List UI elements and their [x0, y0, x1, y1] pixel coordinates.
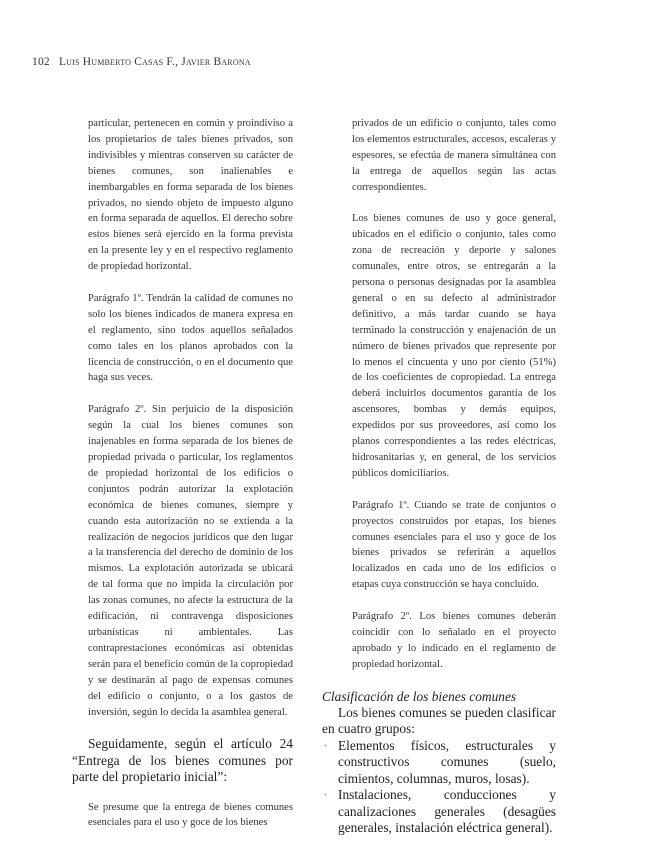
bullet-icon: ◦ [324, 790, 327, 800]
quote-paragraph: particular, pertenecen en común y proindiviso a los propietarios de tales bienes privados, son indivisibles y mientras conserven su carácter de bienes comunes, son inalienables e inembargables en forma separada de los bienes privados, no siendo objeto de impuesto alguno en forma separada de aquellos. El derecho sobre estos bienes será ejercido en la forma prevista en la presente ley y en el respectivo reglamento de propiedad horizontal. [88, 118, 293, 273]
list-item [324, 787, 556, 836]
groups-list [324, 737, 556, 836]
section-subheading: Clasificación de los bienes comunes [322, 688, 517, 704]
list-item-text: Elementos físicos, estructurales y constructivos comunes (suelo, cimientos, columnas, muros, losas). [338, 737, 556, 786]
running-header [32, 56, 251, 68]
right-column [322, 116, 556, 836]
left-column [72, 116, 294, 847]
page-number: 102 [32, 56, 50, 68]
quote-paragraph: Se presume que la entrega de bienes comunes esenciales para el uso y goce de los bienes [88, 801, 293, 829]
quote-paragraph: privados de un edificio o conjunto, tales como los elementos estructurales, accesos, escaleras y espesores, se efectúa de manera simultánea con la entrega de aquellos según las actas correspondientes. [352, 118, 556, 193]
list-item [324, 737, 556, 787]
quote-paragraph: Parágrafo 1º. Cuando se trate de conjuntos o proyectos construidos por etapas, los bienes comunes esenciales para el uso y goce de los bienes privados se referirán a aquellos localizados en cada uno de los edificios o etapas cuya construcción se haya concluido. [352, 499, 556, 591]
quote-paragraph: Parágrafo 2º. Los bienes comunes deberán coincidir con lo señalado en el proyecto aprobado y lo indicado en el reglamento de propiedad horizontal. [352, 611, 556, 670]
quote-paragraph: Parágrafo 2º. Sin perjuicio de la disposición según la cual los bienes comunes son inajenables en forma separada de los bienes de propiedad privada o particular, los reglamentos de propiedad horizontal de los edificios o conjuntos podrán autorizar la explotación económica de bienes comunes, siempre y cuando esta autorización no se extienda a la realización de negocios jurídicos que den lugar a la transferencia del derecho de dominio de los mismos. La explotación autorizada se ubicará de tal forma que no impida la circulación por las zonas comunes, no afecte la estructura de la edificación, ni contravenga disposiciones urbanísticas ni ambientales. Las contraprestaciones económicas así obtenidas serán para el beneficio común de la copropiedad y se destinarán al pago de expensas comunes del edificio o conjunto, o a los gastos de inversión, según lo decida la asamblea general. [88, 404, 294, 718]
body-paragraph: Los bienes comunes se pueden clasificar en cuatro grupos: [322, 705, 556, 737]
list-item-text: Instalaciones, conducciones y canalizaciones generales (desagües generales, instalación eléctrica general). [338, 787, 556, 835]
running-header-authors: Luis Humberto Casas F., Javier Barona [58, 56, 251, 68]
bullet-icon: ◦ [324, 740, 327, 750]
quote-paragraph: Los bienes comunes de uso y goce general, ubicados en el edificio o conjunto, tales como zona de recreación y deporte y salones comunales, entre otros, se entregarán a la persona o personas designadas por la asamblea general o en su defecto al administrador definitivo, a más tardar cuando se haya terminado la construcción y enajenación de un número de bienes privados que represente por lo menos el cincuenta y uno por ciento (51%) de los coeficientes de copropiedad. La entrega deberá incluirlos documentos garantía de los ascensores, bombas y demás equipos, expedidos por sus proveedores, así como los planos correspondientes a las redes eléctricas, hidrosanitarias y, en general, de los servicios públicos domiciliarios. [352, 213, 556, 479]
body-paragraph: Seguidamente, según el artículo 24 “Entrega de los bienes comunes por parte del propietario inicial”: [72, 736, 293, 785]
quote-paragraph: Parágrafo 1º. Tendrán la calidad de comunes no solo los bienes indicados de manera expresa en el reglamento, sino todos aquellos señalados como tales en los planos aprobados con la licencia de construcción, o en el documento que haga sus veces. [88, 292, 293, 384]
